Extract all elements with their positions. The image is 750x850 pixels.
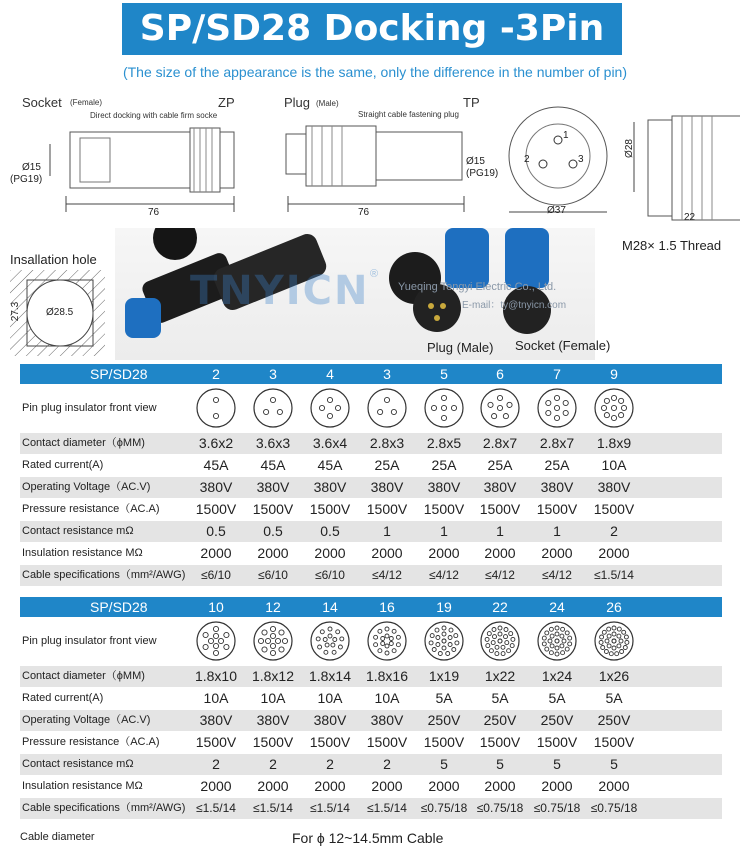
spec-value: 2000	[541, 545, 573, 561]
spec-value: 2	[383, 756, 391, 772]
plug-gender: (Male)	[316, 99, 339, 108]
spec-value: 2000	[371, 778, 403, 794]
spec-value: 380V	[313, 479, 347, 495]
spec-value: 0.5	[263, 523, 283, 539]
pin-count-header: 19	[436, 599, 452, 615]
spec-value: 1500V	[593, 501, 635, 517]
row-label: Operating Voltage（AC.V)	[22, 481, 151, 493]
row-label: Pin plug insulator front view	[22, 402, 157, 414]
spec-value: 250V	[597, 712, 631, 728]
pin-count-header: 4	[326, 366, 334, 382]
socket-code: ZP	[218, 95, 235, 110]
socket-side-drawing	[18, 124, 243, 224]
pin-count-header: 10	[208, 599, 224, 615]
spec-value: 2000	[598, 778, 630, 794]
cable-diameter-label: Cable diameter	[20, 831, 95, 843]
spec-value: ≤4/12	[372, 568, 402, 582]
pin-face-icon	[586, 384, 642, 432]
pin-face-icon	[359, 384, 415, 432]
spec-value: 5	[610, 756, 618, 772]
spec-value: 1.8x12	[251, 668, 295, 684]
spec-value: 380V	[370, 712, 404, 728]
pin-face-icon	[529, 384, 585, 432]
spec-value: ≤1.5/14	[253, 801, 293, 815]
spec-value: 25A	[544, 457, 570, 473]
table-header	[20, 597, 722, 617]
thread-dia: Ø28	[623, 139, 635, 158]
row-label: Pressure resistance（AC.A)	[22, 503, 160, 515]
pin-count-header: 5	[440, 366, 448, 382]
spec-table-2	[20, 597, 722, 820]
spec-value: 380V	[256, 712, 290, 728]
spec-value: ≤0.75/18	[533, 801, 581, 815]
plug-dia: Ø15	[466, 156, 485, 167]
spec-value: 2	[326, 756, 334, 772]
spec-table-1	[20, 364, 722, 587]
row-label: Contact resistance mΩ	[22, 758, 134, 770]
pin-label-2: 2	[524, 154, 530, 165]
spec-value: 1500V	[366, 734, 408, 750]
spec-value: 1500V	[366, 501, 408, 517]
table-row	[20, 433, 722, 455]
spec-value: 1500V	[309, 501, 351, 517]
spec-value: 250V	[427, 712, 461, 728]
row-label: Insulation resistance MΩ	[22, 780, 143, 792]
cable-diameter-value: For ϕ 12~14.5mm Cable	[292, 830, 444, 846]
spec-value: 1500V	[252, 734, 294, 750]
spec-value: 1500V	[195, 501, 237, 517]
spec-value: 10A	[260, 690, 286, 706]
pin-face-icon	[586, 617, 642, 665]
spec-value: 2	[610, 523, 618, 539]
pin-face-icon	[302, 384, 358, 432]
pin-count-header: 9	[610, 366, 618, 382]
pin-label-1: 1	[563, 130, 569, 141]
pin-face-icon	[245, 384, 301, 432]
pin-count-header: 24	[549, 599, 565, 615]
spec-value: 3.6x3	[255, 435, 291, 451]
spec-value: 1	[383, 523, 391, 539]
spec-value: 25A	[487, 457, 513, 473]
page-title: SP/SD28 Docking -3Pin	[122, 3, 622, 55]
pin-face-icon	[416, 384, 472, 432]
spec-value: 2000	[428, 778, 460, 794]
pin-face-icon	[529, 617, 585, 665]
spec-value: ≤4/12	[485, 568, 515, 582]
company-name: Yueqing Tengyi Electric Co., Ltd.	[398, 281, 557, 293]
spec-value: 3.6x4	[312, 435, 348, 451]
plug-code: TP	[463, 95, 480, 110]
spec-value: 10A	[317, 690, 343, 706]
registered-mark: ®	[370, 268, 379, 280]
spec-value: 2000	[257, 545, 289, 561]
spec-value: 1.8x10	[194, 668, 238, 684]
table-header-series: SP/SD28	[90, 366, 148, 382]
table-header-series: SP/SD28	[90, 599, 148, 615]
spec-value: 2000	[200, 545, 232, 561]
socket-dia: Ø15	[22, 162, 41, 173]
spec-value: 1	[496, 523, 504, 539]
pin-face-icon	[472, 384, 528, 432]
spec-value: 1500V	[195, 734, 237, 750]
plug-side-drawing	[282, 124, 482, 224]
spec-value: 1500V	[479, 501, 521, 517]
spec-value: 2000	[200, 778, 232, 794]
spec-value: 1.8x16	[365, 668, 409, 684]
install-hole-title: Insallation hole	[10, 252, 97, 267]
spec-value: 0.5	[206, 523, 226, 539]
spec-value: 2000	[314, 545, 346, 561]
row-label: Rated current(A)	[22, 459, 104, 471]
pin-face-icon	[416, 617, 472, 665]
pin-face-icon	[472, 617, 528, 665]
spec-value: 45A	[203, 457, 229, 473]
row-label: Contact resistance mΩ	[22, 525, 134, 537]
spec-value: 5A	[548, 690, 566, 706]
plug-male-caption: Plug (Male)	[427, 340, 494, 355]
table-row	[20, 688, 722, 710]
spec-value: 0.5	[320, 523, 340, 539]
spec-value: ≤4/12	[542, 568, 572, 582]
spec-value: 250V	[540, 712, 574, 728]
table-row	[20, 543, 722, 565]
pin-count-header: 7	[553, 366, 561, 382]
spec-value: 2	[269, 756, 277, 772]
spec-value: ≤4/12	[429, 568, 459, 582]
pin-count-header: 14	[322, 599, 338, 615]
spec-value: 1500V	[536, 501, 578, 517]
install-hole-width: 27.3	[10, 301, 22, 322]
pin-count-header: 3	[269, 366, 277, 382]
spec-value: 3.6x2	[198, 435, 234, 451]
spec-value: ≤0.75/18	[476, 801, 524, 815]
spec-value: 380V	[427, 479, 461, 495]
pin-count-header: 6	[496, 366, 504, 382]
spec-value: 250V	[483, 712, 517, 728]
spec-value: 380V	[256, 479, 290, 495]
socket-name: Socket	[22, 95, 62, 110]
thread-spec: M28× 1.5 Thread	[622, 238, 722, 253]
table-row	[20, 666, 722, 688]
spec-value: 2000	[541, 778, 573, 794]
spec-value: 10A	[374, 690, 400, 706]
front-face-drawing	[505, 100, 615, 220]
spec-value: 1	[440, 523, 448, 539]
spec-value: ≤1.5/14	[367, 801, 407, 815]
row-label: Rated current(A)	[22, 692, 104, 704]
spec-value: ≤6/10	[315, 568, 345, 582]
table-row	[20, 710, 722, 732]
spec-value: ≤1.5/14	[310, 801, 350, 815]
spec-value: 2.8x7	[482, 435, 518, 451]
pin-face-icon	[302, 617, 358, 665]
install-hole-dia: Ø28.5	[46, 307, 74, 318]
spec-value: 1500V	[423, 501, 465, 517]
subtitle: (The size of the appearance is the same, only the difference in the number of pin)	[122, 64, 628, 80]
pin-count-header: 26	[606, 599, 622, 615]
spec-value: 2000	[598, 545, 630, 561]
socket-desc: Direct docking with cable firm socke	[90, 111, 218, 120]
table-row	[20, 521, 722, 543]
pin-face-icon	[188, 617, 244, 665]
spec-value: 2	[212, 756, 220, 772]
pin-count-header: 2	[212, 366, 220, 382]
spec-value: 1500V	[423, 734, 465, 750]
spec-value: 1x26	[598, 668, 630, 684]
spec-value: 10A	[601, 457, 627, 473]
spec-value: 5	[496, 756, 504, 772]
spec-value: 380V	[483, 479, 517, 495]
table-row	[20, 384, 722, 433]
socket-pg: (PG19)	[10, 174, 43, 185]
spec-value: 25A	[374, 457, 400, 473]
table-row	[20, 565, 722, 587]
spec-value: 380V	[370, 479, 404, 495]
thread-length: 22	[684, 212, 696, 223]
spec-value: 380V	[540, 479, 574, 495]
pin-count-header: 12	[265, 599, 281, 615]
row-label: Pressure resistance（AC.A)	[22, 736, 160, 748]
company-email: E-mail：ty@tnyicn.com	[462, 300, 567, 311]
plug-name: Plug	[284, 95, 311, 110]
socket-length: 76	[148, 207, 160, 218]
spec-value: 5A	[491, 690, 509, 706]
spec-value: 1x22	[484, 668, 516, 684]
spec-value: 25A	[431, 457, 457, 473]
plug-desc: Straight cable fastening plug	[358, 110, 459, 119]
table-row	[20, 798, 722, 820]
plug-length: 76	[358, 207, 370, 218]
row-label: Cable specifications（mm²/AWG)	[22, 802, 186, 814]
spec-value: 2000	[314, 778, 346, 794]
front-face-dia: Ø37	[547, 205, 566, 216]
spec-value: 2000	[257, 778, 289, 794]
spec-value: 45A	[260, 457, 286, 473]
spec-value: ≤1.5/14	[594, 568, 634, 582]
row-label: Pin plug insulator front view	[22, 635, 157, 647]
spec-value: 45A	[317, 457, 343, 473]
spec-value: 1x19	[428, 668, 460, 684]
spec-value: 2.8x3	[369, 435, 405, 451]
row-label: Contact diameter（ϕMM)	[22, 437, 145, 449]
spec-value: 1x24	[541, 668, 573, 684]
pin-face-icon	[188, 384, 244, 432]
spec-value: ≤0.75/18	[420, 801, 468, 815]
spec-value: 5A	[605, 690, 623, 706]
table-row	[20, 477, 722, 499]
spec-value: 5	[553, 756, 561, 772]
row-label: Operating Voltage（AC.V)	[22, 714, 151, 726]
table-row	[20, 617, 722, 666]
pin-face-icon	[245, 617, 301, 665]
row-label: Cable specifications（mm²/AWG)	[22, 569, 186, 581]
table-row	[20, 499, 722, 521]
spec-value: 1500V	[252, 501, 294, 517]
pin-label-3: 3	[578, 154, 584, 165]
pin-face-icon	[359, 617, 415, 665]
spec-value: 2000	[371, 545, 403, 561]
table-row	[20, 732, 722, 754]
spec-value: 380V	[313, 712, 347, 728]
table-row	[20, 455, 722, 477]
spec-value: 380V	[199, 479, 233, 495]
spec-value: 2000	[484, 545, 516, 561]
pin-count-header: 3	[383, 366, 391, 382]
spec-value: 5	[440, 756, 448, 772]
spec-value: 10A	[203, 690, 229, 706]
row-label: Insulation resistance MΩ	[22, 547, 143, 559]
socket-gender: (Female)	[70, 98, 103, 107]
table-row	[20, 776, 722, 798]
spec-value: ≤6/10	[258, 568, 288, 582]
spec-value: 1.8x9	[596, 435, 632, 451]
spec-value: 1500V	[593, 734, 635, 750]
row-label: Contact diameter（ϕMM)	[22, 670, 145, 682]
spec-value: 1.8x14	[308, 668, 352, 684]
spec-value: ≤0.75/18	[590, 801, 638, 815]
spec-value: 2.8x7	[539, 435, 575, 451]
spec-value: 5A	[435, 690, 453, 706]
spec-value: 380V	[199, 712, 233, 728]
spec-value: 2000	[428, 545, 460, 561]
spec-value: ≤1.5/14	[196, 801, 236, 815]
pin-count-header: 22	[492, 599, 508, 615]
spec-value: 2.8x5	[426, 435, 462, 451]
spec-value: 380V	[597, 479, 631, 495]
spec-value: 1500V	[536, 734, 578, 750]
pin-count-header: 16	[379, 599, 395, 615]
spec-value: 1500V	[479, 734, 521, 750]
table-row	[20, 754, 722, 776]
spec-value: 1500V	[309, 734, 351, 750]
spec-value: ≤6/10	[201, 568, 231, 582]
spec-value: 1	[553, 523, 561, 539]
plug-pg: (PG19)	[466, 168, 499, 179]
table-header	[20, 364, 722, 384]
brand-watermark: TNYICN	[190, 268, 370, 314]
socket-female-caption: Socket (Female)	[515, 338, 611, 353]
spec-value: 2000	[484, 778, 516, 794]
